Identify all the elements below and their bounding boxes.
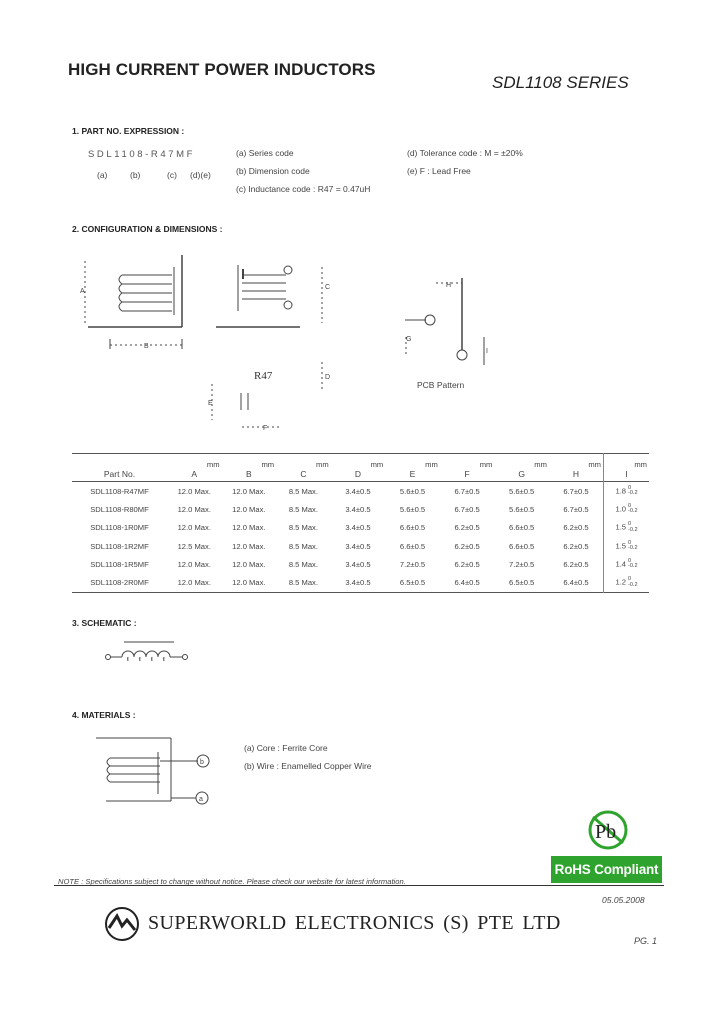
series-name: SDL1108 SERIES [492,73,629,92]
table-row [72,573,649,592]
column-label: F [464,469,470,479]
dim-d-cell: 3.4±0.5 [345,504,371,514]
dim-i-value: 1.8 [615,486,627,496]
callout-b: b [200,759,204,766]
dim-b-cell: 12.0 Max. [232,504,266,514]
dim-b-cell: 12.0 Max. [232,523,266,533]
dim-h-cell: 6.7±0.5 [563,504,589,514]
tolerance-upper: 0 [628,484,632,491]
dim-c-cell: 8.5 Max. [288,541,318,551]
table-header-h [549,454,604,482]
column-label: C [300,469,307,479]
part-header-label: Part No. [103,469,136,479]
dim-h-cell: 6.2±0.5 [563,541,589,551]
dim-g-cell: 6.5±0.5 [509,578,535,588]
dim-b-cell: 12.0 Max. [232,559,266,569]
page-number: PG. 1 [634,936,658,946]
dim-h-cell: 6.2±0.5 [563,523,589,533]
dimension-table [72,453,649,593]
table-row [72,500,649,518]
column-label: E [409,469,416,479]
schematic-symbol [104,638,194,668]
code-letter-b: (b) [130,170,141,180]
table-header-c [276,454,331,482]
tolerance-lower: -0.2 [628,581,638,588]
dim-i-cell [603,500,649,518]
table-header-a [167,454,222,482]
unit-label: mm [206,460,220,469]
dim-label-i: I [486,348,488,355]
dim-h-cell: 6.2±0.5 [563,559,589,569]
dim-d-cell: 3.4±0.5 [345,559,371,569]
dim-e-cell: 5.6±0.5 [399,504,426,514]
part-number-cell: SDL1108-1R5MF [90,559,149,569]
tolerance-upper: 0 [628,502,632,509]
unit-label: mm [588,460,601,469]
dim-f-cell: 6.2±0.5 [454,559,480,569]
table-header-f [440,454,495,482]
dim-i-cell [603,573,649,592]
unit-label: mm [479,460,493,469]
table-header-g [494,454,549,482]
code-b: (b) Dimension code [236,166,310,176]
part-number-cell: SDL1108-1R2MF [90,541,149,551]
dim-label-g: G [406,336,412,343]
tolerance-lower: -0.2 [628,508,638,515]
dim-g-cell: 7.2±0.5 [509,559,535,569]
company-logo-icon [104,906,140,942]
unit-label: mm [370,460,384,469]
dim-d-cell: 3.4±0.5 [345,486,371,496]
dim-c-cell: 8.5 Max. [288,523,318,533]
dim-e-cell: 6.5±0.5 [399,578,426,588]
table-header-row [72,454,649,482]
part-number-cell: SDL1108-R80MF [90,504,149,514]
unit-label: mm [534,460,547,469]
tolerance-upper: 0 [628,521,632,528]
dim-d-cell: 3.4±0.5 [345,541,371,551]
dim-i-cell [603,555,649,573]
column-label: I [625,469,628,479]
dim-a-cell: 12.0 Max. [177,578,211,588]
table-header-e [385,454,440,482]
dim-e-cell: 6.6±0.5 [399,541,426,551]
column-label: G [518,469,525,479]
dim-label-c: C [325,284,331,291]
dim-i-value: 1.4 [615,559,627,569]
dim-c-cell: 8.5 Max. [288,578,318,588]
dim-i-cell [603,482,649,501]
dim-e-cell: 5.6±0.5 [399,486,426,496]
section-materials-heading: 4. MATERIALS : [72,710,136,720]
pcb-pattern-drawing [405,278,484,365]
unit-label: mm [316,460,329,469]
dim-f-cell: 6.7±0.5 [454,504,480,514]
unit-label: mm [634,460,647,469]
dim-label-f: F [263,425,268,432]
column-label: H [572,469,580,479]
dim-d-cell: 3.4±0.5 [345,578,371,588]
rohs-badge: RoHS Compliant [551,856,662,883]
section-schematic-heading: 3. SCHEMATIC : [72,618,137,628]
dim-i-tolerance [628,559,637,570]
dim-label-h: H [446,282,452,289]
dim-i-value: 1.5 [615,522,627,532]
dim-g-cell: 6.6±0.5 [509,523,535,533]
dim-e-cell: 7.2±0.5 [399,559,426,569]
dim-a-cell: 12.0 Max. [177,523,211,533]
dim-label-e: E [208,400,213,407]
dim-i-tolerance [628,504,637,515]
code-a: (a) Series code [236,148,294,158]
table-row [72,482,649,501]
page-title: HIGH CURRENT POWER INDUCTORS [68,60,376,79]
dim-a-cell: 12.0 Max. [177,559,211,569]
dim-d-cell: 3.4±0.5 [345,523,371,533]
code-letter-c: (c) [167,170,177,180]
dim-label-d: D [325,374,331,381]
table-row [72,555,649,573]
document-date: 05.05.2008 [602,895,645,905]
dim-label-b: B [144,343,149,350]
dim-i-tolerance [628,522,637,533]
dim-label-a: A [80,288,85,295]
company-name: SUPERWORLD ELECTRONICS (S) PTE LTD [148,912,561,934]
dim-a-cell: 12.0 Max. [177,486,211,496]
lead-free-icon [585,808,631,852]
dim-i-tolerance [628,541,637,552]
dim-b-cell: 12.0 Max. [232,541,266,551]
callout-a: a [199,796,203,803]
tolerance-upper: 0 [628,557,632,564]
column-label: D [354,469,362,479]
material-wire: (b) Wire : Enamelled Copper Wire [244,761,372,771]
dim-h-cell: 6.7±0.5 [563,486,589,496]
dim-i-cell [603,537,649,555]
table-header-i [603,454,649,482]
dim-a-cell: 12.0 Max. [177,504,211,514]
column-label: B [245,469,252,479]
unit-label: mm [261,460,275,469]
table-row [72,519,649,537]
part-number-cell: SDL1108-R47MF [90,486,149,496]
code-letter-a: (a) [97,170,108,180]
dim-f-cell: 6.2±0.5 [454,523,480,533]
dim-a-cell: 12.5 Max. [177,541,211,551]
part-code: SDL1108-R47MF [88,149,196,160]
dim-i-value: 1.5 [615,541,627,551]
code-letter-de: (d)(e) [190,170,211,180]
dim-i-tolerance [628,577,637,588]
dim-i-cell [603,519,649,537]
section-config-heading: 2. CONFIGURATION & DIMENSIONS : [72,224,223,234]
side-view-drawing [216,265,322,327]
footer-note: NOTE : Specifications subject to change without notice. Please check our website for latest information. [58,877,406,886]
pcb-pattern-label: PCB Pattern [417,380,465,390]
materials-drawing [96,734,226,814]
dim-c-cell: 8.5 Max. [288,504,318,514]
pb-label: Pb [595,821,617,843]
dim-c-cell: 8.5 Max. [288,559,318,569]
part-number-cell: SDL1108-2R0MF [90,578,149,588]
unit-label: mm [425,460,438,469]
table-header-b [222,454,277,482]
dimension-drawings [70,245,510,435]
table-row [72,537,649,555]
part-number-cell: SDL1108-1R0MF [90,523,149,533]
dim-f-cell: 6.4±0.5 [454,578,480,588]
tolerance-upper: 0 [628,539,632,546]
dim-f-cell: 6.2±0.5 [454,541,480,551]
tolerance-lower: -0.2 [628,563,638,570]
dim-i-value: 1.0 [615,504,627,514]
table-header-d [331,454,386,482]
code-e: (e) F : Lead Free [407,166,471,176]
table-header-part [72,454,167,482]
tolerance-lower: -0.2 [628,526,638,533]
dim-f-cell: 6.7±0.5 [454,486,480,496]
tolerance-lower: -0.2 [628,545,638,552]
dim-i-tolerance [628,486,637,497]
code-c: (c) Inductance code : R47 = 0.47uH [236,184,371,194]
top-view-drawing [85,255,182,349]
material-core: (a) Core : Ferrite Core [244,743,328,753]
marking-code: R47 [254,370,273,382]
dim-h-cell: 6.4±0.5 [563,578,589,588]
tolerance-lower: -0.2 [628,490,638,497]
tolerance-upper: 0 [628,576,632,583]
dim-g-cell: 5.6±0.5 [509,504,535,514]
dim-b-cell: 12.0 Max. [232,486,266,496]
dim-e-cell: 6.6±0.5 [399,523,426,533]
column-label: A [191,469,198,479]
dim-c-cell: 8.5 Max. [288,486,318,496]
dim-g-cell: 5.6±0.5 [509,486,535,496]
dim-g-cell: 6.6±0.5 [509,541,535,551]
dim-i-value: 1.2 [615,577,627,587]
section-part-no-heading: 1. PART NO. EXPRESSION : [72,126,185,136]
dim-b-cell: 12.0 Max. [232,578,266,588]
code-d: (d) Tolerance code : M = ±20% [407,148,523,158]
